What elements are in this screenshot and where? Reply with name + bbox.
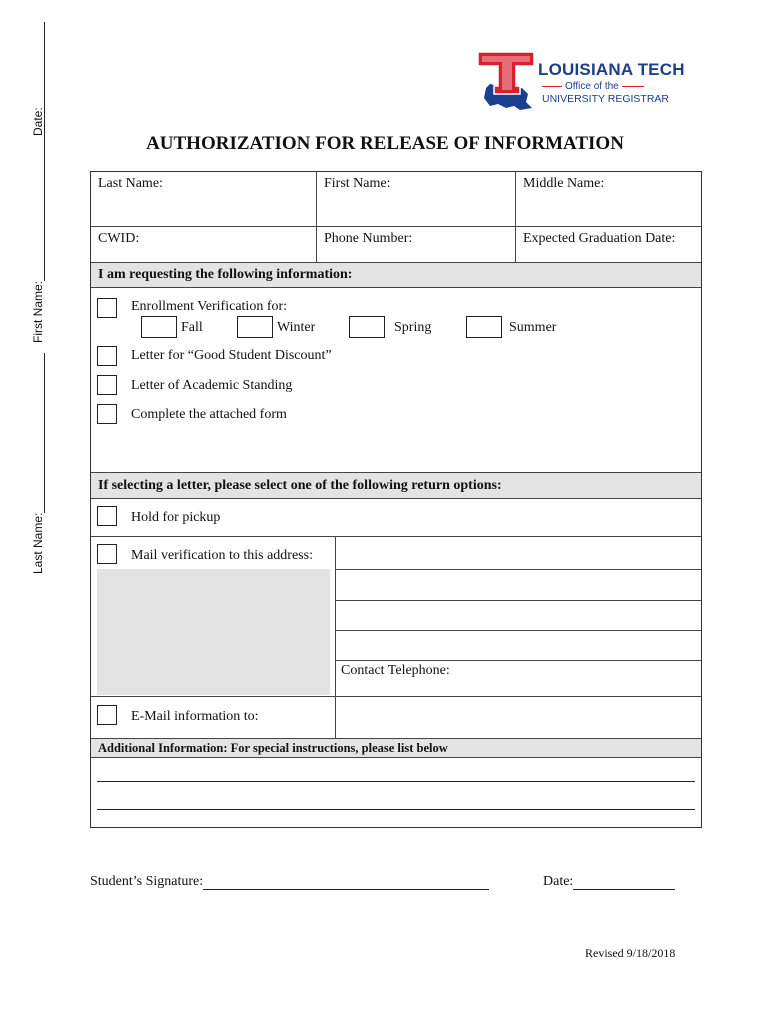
logo-office bbox=[542, 81, 644, 92]
academic-standing-label: Letter of Academic Standing bbox=[131, 378, 293, 393]
request-section-heading: I am requesting the following information: bbox=[91, 263, 701, 287]
enrollment-verification-label: Enrollment Verification for: bbox=[131, 299, 288, 314]
enrollment-verification-checkbox[interactable] bbox=[97, 298, 117, 318]
good-student-checkbox[interactable] bbox=[97, 346, 117, 366]
margin-last-name-line[interactable] bbox=[33, 353, 45, 513]
margin-labels bbox=[0, 0, 60, 600]
margin-date-label: Date: bbox=[31, 107, 45, 136]
margin-first-name bbox=[31, 93, 45, 343]
address-line-3[interactable] bbox=[335, 630, 701, 631]
summer-label: Summer bbox=[509, 320, 557, 335]
email-label: E-Mail information to: bbox=[131, 709, 259, 724]
attached-form-checkbox[interactable] bbox=[97, 404, 117, 424]
divider bbox=[91, 226, 701, 227]
additional-info-line-1[interactable] bbox=[97, 781, 695, 782]
mail-shaded-panel bbox=[97, 569, 330, 695]
margin-last-name-label: Last Name: bbox=[31, 512, 45, 574]
logo-registrar: UNIVERSITY REGISTRAR bbox=[542, 93, 669, 105]
mail-verification-label: Mail verification to this address: bbox=[131, 548, 313, 563]
page-title: AUTHORIZATION FOR RELEASE OF INFORMATION bbox=[146, 133, 624, 154]
student-signature[interactable] bbox=[90, 874, 489, 890]
spring-checkbox[interactable] bbox=[349, 316, 385, 338]
signature-date-line[interactable] bbox=[573, 875, 675, 890]
hold-for-pickup-label: Hold for pickup bbox=[131, 510, 221, 525]
contact-telephone-field[interactable]: Contact Telephone: bbox=[341, 663, 450, 678]
margin-first-name-line[interactable] bbox=[33, 93, 45, 281]
cwid-field[interactable]: CWID: bbox=[98, 231, 140, 246]
summer-checkbox[interactable] bbox=[466, 316, 502, 338]
academic-standing-checkbox[interactable] bbox=[97, 375, 117, 395]
divider bbox=[316, 172, 317, 262]
divider bbox=[515, 172, 516, 262]
divider bbox=[91, 696, 701, 697]
divider bbox=[91, 498, 701, 499]
additional-info-heading: Additional Information: For special instructions, please list below bbox=[91, 739, 701, 757]
margin-first-name-label: First Name: bbox=[31, 280, 45, 343]
spring-label: Spring bbox=[394, 320, 432, 335]
release-form bbox=[90, 171, 702, 828]
email-checkbox[interactable] bbox=[97, 705, 117, 725]
signature-date[interactable] bbox=[543, 874, 675, 890]
address-line-4[interactable] bbox=[335, 660, 701, 661]
revision-date: Revised 9/18/2018 bbox=[585, 946, 676, 960]
good-student-label: Letter for “Good Student Discount” bbox=[131, 348, 332, 363]
address-line-2[interactable] bbox=[335, 600, 701, 601]
divider bbox=[91, 287, 701, 288]
address-line-1[interactable] bbox=[335, 569, 701, 570]
state-t-logo-icon bbox=[476, 48, 538, 112]
louisiana-tech-logo bbox=[476, 48, 691, 118]
phone-number-field[interactable]: Phone Number: bbox=[324, 231, 413, 246]
graduation-date-field[interactable]: Expected Graduation Date: bbox=[523, 231, 676, 246]
middle-name-field[interactable]: Middle Name: bbox=[523, 176, 605, 191]
last-name-field[interactable]: Last Name: bbox=[98, 176, 163, 191]
return-section-heading: If selecting a letter, please select one of the following return options: bbox=[91, 473, 701, 498]
first-name-field[interactable]: First Name: bbox=[324, 176, 391, 191]
winter-checkbox[interactable] bbox=[237, 316, 273, 338]
mail-verification-checkbox[interactable] bbox=[97, 544, 117, 564]
student-signature-line[interactable] bbox=[203, 875, 489, 890]
margin-last-name bbox=[31, 353, 45, 574]
divider bbox=[91, 536, 701, 537]
divider bbox=[91, 757, 701, 758]
fall-label: Fall bbox=[181, 320, 203, 335]
logo-office-text: Office of the bbox=[565, 81, 619, 92]
logo-name: LOUISIANA TECH bbox=[538, 60, 685, 79]
signature-date-label: Date: bbox=[543, 874, 574, 889]
student-signature-label: Student’s Signature: bbox=[90, 874, 204, 889]
fall-checkbox[interactable] bbox=[141, 316, 177, 338]
hold-for-pickup-checkbox[interactable] bbox=[97, 506, 117, 526]
attached-form-label: Complete the attached form bbox=[131, 407, 287, 422]
winter-label: Winter bbox=[277, 320, 316, 335]
additional-info-line-2[interactable] bbox=[97, 809, 695, 810]
